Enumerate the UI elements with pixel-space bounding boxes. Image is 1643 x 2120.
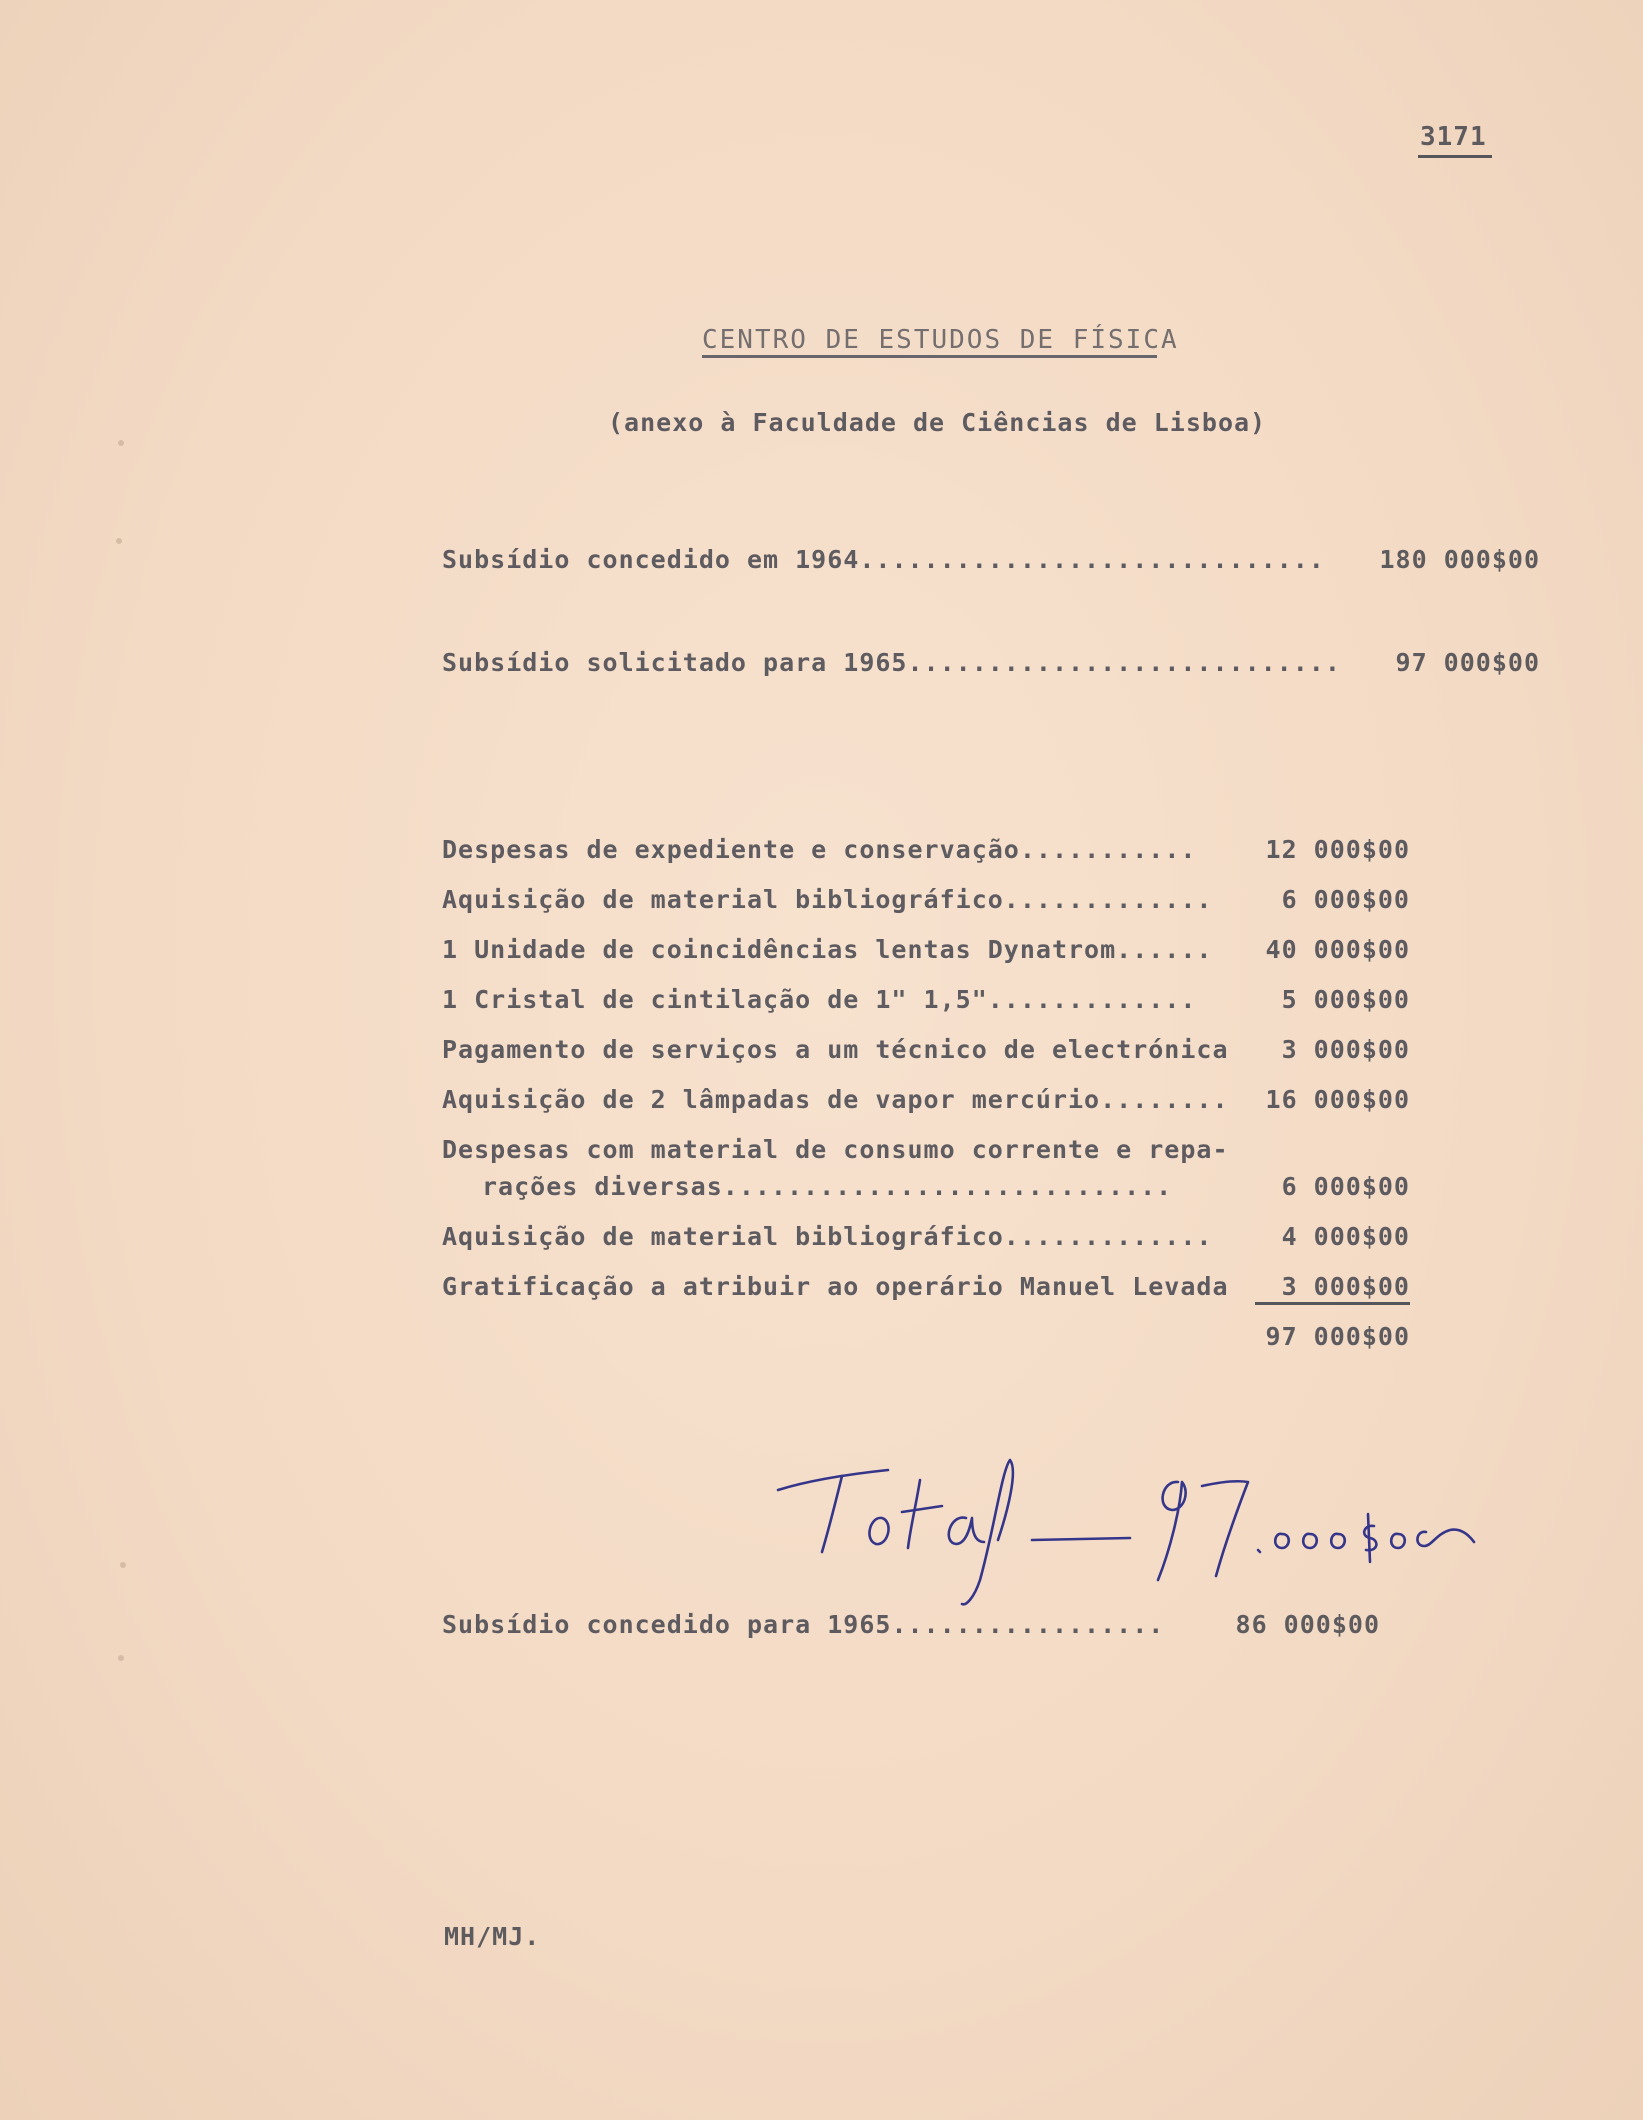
punch-mark xyxy=(118,1655,124,1661)
leader-dots: ............. xyxy=(1003,1222,1213,1251)
punch-mark xyxy=(120,1562,126,1568)
expense-label: Despesas com material de consumo corrente e repa- xyxy=(442,1135,1229,1164)
expense-item xyxy=(442,1222,1212,1251)
expense-amount: 3 000$00 xyxy=(1281,1035,1410,1064)
page-number: 3171 xyxy=(1420,122,1487,152)
expense-label: Pagamento de serviços a um técnico de electrónica xyxy=(442,1035,1229,1064)
leader-dots: ........... xyxy=(1019,835,1197,864)
expense-label: Gratificação a atribuir ao operário Manuel Levada xyxy=(442,1272,1229,1301)
page-title: CENTRO DE ESTUDOS DE FÍSICA xyxy=(702,325,1179,355)
summary-label: Subsídio concedido em 1964 xyxy=(442,545,860,574)
handwriting-drawing xyxy=(770,1430,1490,1610)
expense-item xyxy=(442,1035,1229,1064)
expense-item xyxy=(442,985,1196,1014)
leader-dots: ................. xyxy=(891,1610,1165,1639)
leader-dots: ............. xyxy=(1003,885,1213,914)
summary-amount: 180 000$00 xyxy=(1379,545,1540,574)
granted-label: Subsídio concedido para 1965 xyxy=(442,1610,892,1639)
expense-item xyxy=(442,885,1212,914)
title-underline xyxy=(702,355,1157,358)
summary-amount: 97 000$00 xyxy=(1395,648,1540,677)
expense-amount: 16 000$00 xyxy=(1265,1085,1410,1114)
expense-amount: 12 000$00 xyxy=(1265,835,1410,864)
leader-dots: ............................ xyxy=(722,1172,1173,1201)
typist-initials: MH/MJ. xyxy=(444,1922,541,1951)
page-number-underline xyxy=(1418,155,1492,158)
handwritten-total-note xyxy=(770,1430,1490,1614)
expense-amount: 5 000$00 xyxy=(1281,985,1410,1014)
expense-item xyxy=(442,835,1196,864)
items-total: 97 000$00 xyxy=(1265,1322,1410,1351)
leader-dots: ...... xyxy=(1116,935,1213,964)
expense-amount: 4 000$00 xyxy=(1281,1222,1410,1251)
expense-label: 1 Unidade de coincidências lentas Dynatrom xyxy=(442,935,1117,964)
expense-item-continuation xyxy=(482,1172,1172,1201)
expense-amount: 40 000$00 xyxy=(1265,935,1410,964)
leader-dots: ........................... xyxy=(907,648,1341,677)
expense-label: Aquisição de material bibliográfico xyxy=(442,885,1004,914)
summary-label: Subsídio solicitado para 1965 xyxy=(442,648,908,677)
expense-item xyxy=(442,1135,1229,1164)
expense-label: rações diversas xyxy=(482,1172,723,1201)
granted-amount: 86 000$00 xyxy=(1235,1610,1380,1639)
expense-item xyxy=(442,935,1212,964)
summary-line-1 xyxy=(442,545,1325,574)
expense-label: Despesas de expediente e conservação xyxy=(442,835,1020,864)
expense-amount: 3 000$00 xyxy=(1281,1272,1410,1301)
punch-mark xyxy=(116,538,122,544)
leader-dots: ............................. xyxy=(859,545,1325,574)
expense-item xyxy=(442,1085,1229,1114)
punch-mark xyxy=(118,440,124,446)
expense-label: Aquisição de 2 lâmpadas de vapor mercúrio xyxy=(442,1085,1101,1114)
expense-amount: 6 000$00 xyxy=(1281,885,1410,914)
expense-item xyxy=(442,1272,1229,1301)
leader-dots: ............. xyxy=(987,985,1197,1014)
page-subtitle: (anexo à Faculdade de Ciências de Lisboa) xyxy=(608,408,1267,437)
expense-label: Aquisição de material bibliográfico xyxy=(442,1222,1004,1251)
summary-line-2 xyxy=(442,648,1341,677)
leader-dots: ........ xyxy=(1100,1085,1229,1114)
expense-amount: 6 000$00 xyxy=(1281,1172,1410,1201)
expense-label: 1 Cristal de cintilação de 1" 1,5" xyxy=(442,985,988,1014)
sum-underline xyxy=(1255,1302,1410,1305)
granted-line xyxy=(442,1610,1164,1639)
